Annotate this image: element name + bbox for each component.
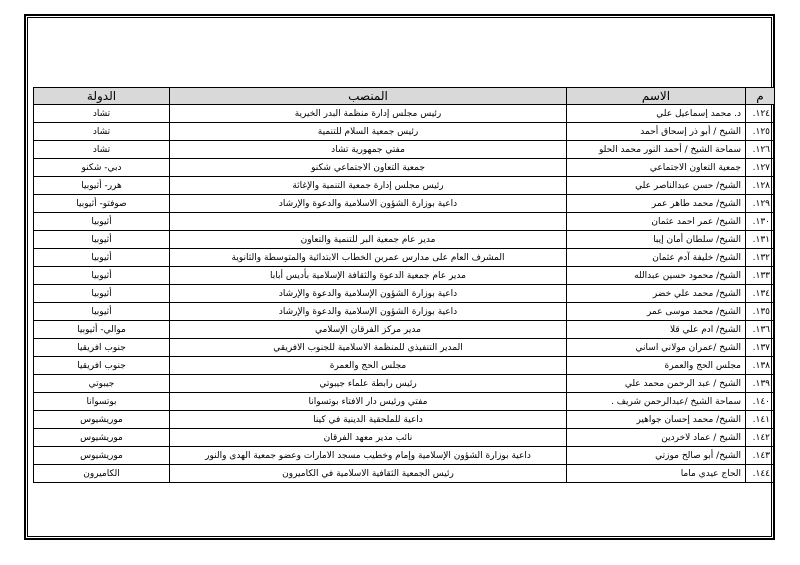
row-position: مدير عام جمعية الدعوة والثقافة الإسلامية بأديس أبابا <box>170 267 567 285</box>
table-row <box>34 123 775 141</box>
row-name: الشيخ/ ادم علي قلا <box>567 321 746 339</box>
header-position: المنصب <box>170 88 567 105</box>
row-name: الشيخ/ عمر احمد عثمان <box>567 213 746 231</box>
row-country: تشاد <box>34 123 170 141</box>
row-position: رئيس مجلس إدارة جمعية التنمية والإغاثة <box>170 177 567 195</box>
row-name: د. محمد إسماعيل علي <box>567 105 746 123</box>
row-number: ١٤٣. <box>746 447 775 465</box>
row-position: مفتي جمهورية تشاد <box>170 141 567 159</box>
table-row <box>34 249 775 267</box>
row-position: مفتي ورئيس دار الافتاء بوتسوانا <box>170 393 567 411</box>
table-row <box>34 231 775 249</box>
row-number: ١٣٥. <box>746 303 775 321</box>
row-number: ١٣١. <box>746 231 775 249</box>
row-country: أثيوبيا <box>34 303 170 321</box>
row-position: جمعية التعاون الاجتماعي شكنو <box>170 159 567 177</box>
table-row <box>34 159 775 177</box>
row-name: سماحة الشيخ /عبدالرحمن شريف . <box>567 393 746 411</box>
row-position: مجلس الحج والعمرة <box>170 357 567 375</box>
row-country: بوتسوانا <box>34 393 170 411</box>
row-country: هرر- أثيوبيا <box>34 177 170 195</box>
table-row <box>34 339 775 357</box>
row-country: أثيوبيا <box>34 213 170 231</box>
roster-table <box>33 87 775 483</box>
row-country: دبي- شكنو <box>34 159 170 177</box>
row-country: تشاد <box>34 141 170 159</box>
table-row <box>34 195 775 213</box>
row-number: ١٢٩. <box>746 195 775 213</box>
row-name: جمعية التعاون الاجتماعي <box>567 159 746 177</box>
table-row <box>34 321 775 339</box>
row-country: جنوب افريقيا <box>34 339 170 357</box>
row-country: تشاد <box>34 105 170 123</box>
header-country: الدولة <box>34 88 170 105</box>
row-name: سماحة الشيخ / أحمد النور محمد الحلو <box>567 141 746 159</box>
row-name: الشيخ/ محمد إحسان جواهير <box>567 411 746 429</box>
row-number: ١٤٤. <box>746 465 775 483</box>
row-position: داعية للملحقية الدينية في كينا <box>170 411 567 429</box>
row-country: أثيوبيا <box>34 231 170 249</box>
row-number: ١٤١. <box>746 411 775 429</box>
row-position: رئيس مجلس إدارة منظمة البدر الخيرية <box>170 105 567 123</box>
row-number: ١٤٠. <box>746 393 775 411</box>
row-country: صوفتو- أثيوبيا <box>34 195 170 213</box>
row-name: مجلس الحج والعمرة <box>567 357 746 375</box>
row-name: الشيخ/ حسن عبدالناصر علي <box>567 177 746 195</box>
row-number: ١٤٢. <box>746 429 775 447</box>
row-position <box>170 213 567 231</box>
table-row <box>34 105 775 123</box>
row-number: ١٣٢. <box>746 249 775 267</box>
table-row <box>34 411 775 429</box>
row-number: ١٢٨. <box>746 177 775 195</box>
row-country: موريشيوس <box>34 429 170 447</box>
row-number: ١٣٧. <box>746 339 775 357</box>
table-row <box>34 267 775 285</box>
row-name: الشيخ/ محمد طاهر عمر <box>567 195 746 213</box>
row-position: داعية بوزارة الشؤون الإسلامية وإمام وخطيب مسجد الامارات وعضو جمعية الهدى والنور <box>170 447 567 465</box>
row-name: الشيخ/ سلطان أمان إيبا <box>567 231 746 249</box>
row-name: الشيخ/ خليفة آدم عثمان <box>567 249 746 267</box>
row-number: ١٣٣. <box>746 267 775 285</box>
row-country: جيبوتي <box>34 375 170 393</box>
row-number: ١٣٠. <box>746 213 775 231</box>
row-name: الشيخ / عماد لاخردين <box>567 429 746 447</box>
row-country: جنوب افريقيا <box>34 357 170 375</box>
row-number: ١٣٤. <box>746 285 775 303</box>
row-name: الحاج عيدي ماما <box>567 465 746 483</box>
row-number: ١٢٤. <box>746 105 775 123</box>
row-name: الشيخ/ محمد موسى عمر <box>567 303 746 321</box>
row-country: موريشيوس <box>34 447 170 465</box>
row-position: رئيس رابطة علماء جيبوتي <box>170 375 567 393</box>
header-row <box>34 88 775 105</box>
row-country: موالي- أثيوبيا <box>34 321 170 339</box>
row-position: المدير التنفيذي للمنظمة الاسلامية للجنوب الافريقي <box>170 339 567 357</box>
row-number: ١٣٦. <box>746 321 775 339</box>
row-country: أثيوبيا <box>34 267 170 285</box>
header-num: م <box>746 88 775 105</box>
table-row <box>34 303 775 321</box>
row-country: أثيوبيا <box>34 249 170 267</box>
table-row <box>34 465 775 483</box>
table-row <box>34 447 775 465</box>
row-name: الشيخ/ محمود حسين عبدالله <box>567 267 746 285</box>
row-position: رئيس الجمعية الثقافية الاسلامية في الكاميرون <box>170 465 567 483</box>
table-row <box>34 393 775 411</box>
table-row <box>34 357 775 375</box>
row-position: نائب مدير معهد الفرقان <box>170 429 567 447</box>
table-row <box>34 285 775 303</box>
row-position: رئيس جمعية السلام للتنمية <box>170 123 567 141</box>
row-position: داعية بوزارة الشؤون الإسلامية والدعوة والإرشاد <box>170 285 567 303</box>
row-name: الشيخ/ أبو صالح موزتي <box>567 447 746 465</box>
row-position: داعية بوزارة الشؤون الإسلامية والدعوة والإرشاد <box>170 303 567 321</box>
row-name: الشيخ / أبو ذر إسحاق أحمد <box>567 123 746 141</box>
row-name: الشيخ /عمران مولاني اساني <box>567 339 746 357</box>
table-row <box>34 177 775 195</box>
row-position: مدير عام جمعية البر للتنمية والتعاون <box>170 231 567 249</box>
table-row <box>34 429 775 447</box>
row-name: الشيخ / عبد الرحمن محمد علي <box>567 375 746 393</box>
table-row <box>34 141 775 159</box>
row-country: الكاميرون <box>34 465 170 483</box>
row-name: الشيخ/ محمد علي خضر <box>567 285 746 303</box>
row-country: أثيوبيا <box>34 285 170 303</box>
row-number: ١٣٩. <box>746 375 775 393</box>
header-name: الاسم <box>567 88 746 105</box>
row-number: ١٢٦. <box>746 141 775 159</box>
row-number: ١٢٥. <box>746 123 775 141</box>
table-row <box>34 375 775 393</box>
row-country: موريشيوس <box>34 411 170 429</box>
row-number: ١٢٧. <box>746 159 775 177</box>
row-position: المشرف العام على مدارس عمربن الخطاب الابتدائية والمتوسطة والثانوية <box>170 249 567 267</box>
row-position: مدير مركز الفرقان الإسلامي <box>170 321 567 339</box>
row-position: داعية بوزارة الشؤون الاسلامية والدعوة والإرشاد <box>170 195 567 213</box>
row-number: ١٣٨. <box>746 357 775 375</box>
table-row <box>34 213 775 231</box>
